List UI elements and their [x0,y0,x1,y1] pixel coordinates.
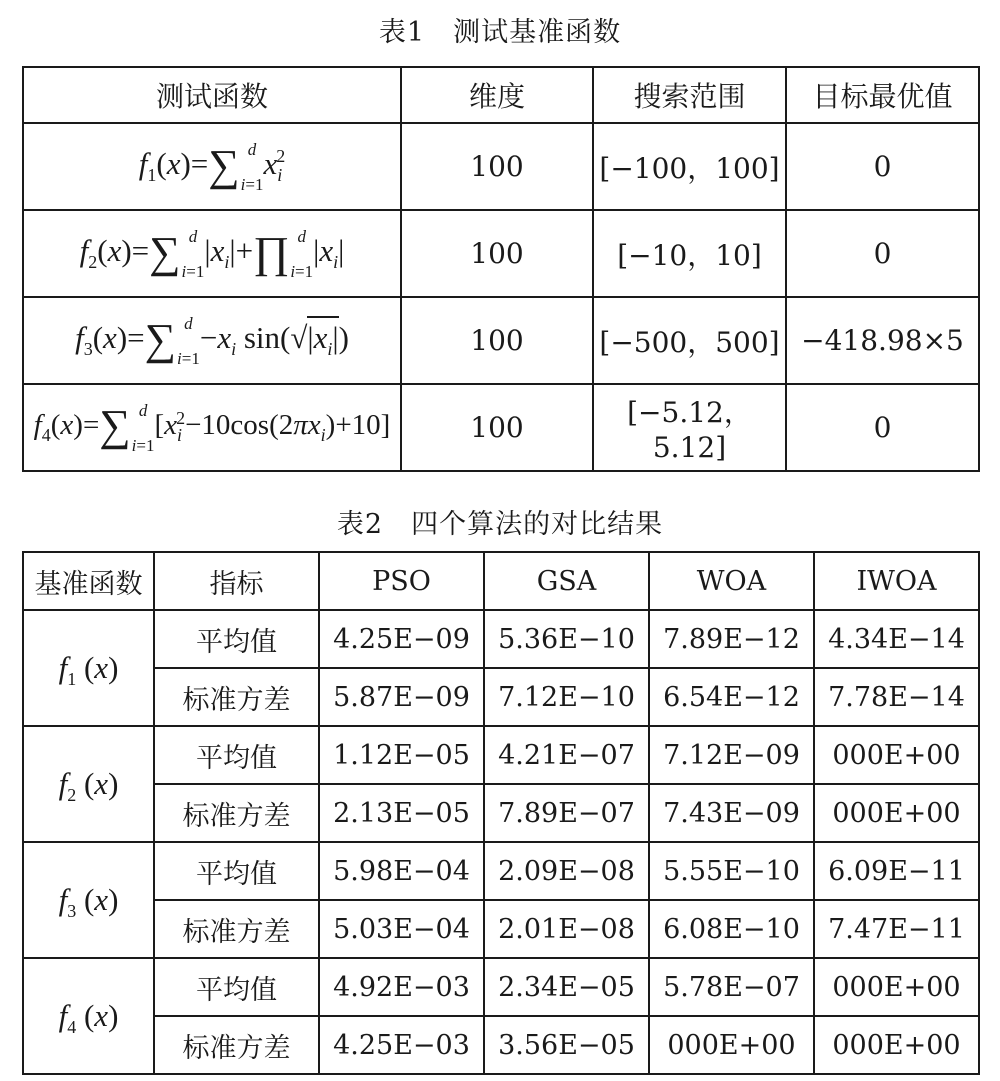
header-target-optimum: 目标最优值 [786,67,979,123]
table1-caption: 表1 测试基准函数 [378,17,622,48]
value-cell: 4.92E−03 [319,958,484,1016]
formula-f1: $f_1(x)=\sum$ d i=1 $x_i^2$ [23,123,401,210]
table-row [23,784,979,842]
header-iwoa: IWOA [814,552,979,610]
range-cell: [−100，100] [593,123,786,210]
value-cell: 5.55E−10 [649,842,814,900]
table-row [23,297,979,384]
optimum-cell: 0 [786,210,979,297]
optimum-cell: 0 [786,123,979,210]
value-cell: 000E+00 [814,784,979,842]
value-cell: 5.87E−09 [319,668,484,726]
optimum-cell: −418.98×5 [786,297,979,384]
table-row [23,1016,979,1074]
metric-cell: 平均值 [154,610,319,668]
metric-cell: 平均值 [154,842,319,900]
value-cell: 7.47E−11 [814,900,979,958]
header-dimension: 维度 [401,67,593,123]
metric-cell: 标准方差 [154,784,319,842]
benchmark-functions-table [22,66,980,472]
optimum-cell: 0 [786,384,979,471]
value-cell: 5.78E−07 [649,958,814,1016]
header-woa: WOA [649,552,814,610]
function-name-cell: $f_4$ (x) [23,958,154,1074]
value-cell: 7.78E−14 [814,668,979,726]
value-cell: 7.12E−10 [484,668,649,726]
value-cell: 2.01E−08 [484,900,649,958]
header-test-function: 测试函数 [23,67,401,123]
value-cell: 3.56E−05 [484,1016,649,1074]
formula-f2: $f_2(x)=\sum$ d i=1 $|x_i|+\prod$ d i=1 $|x_i|$ [23,210,401,297]
value-cell: 000E+00 [814,726,979,784]
header-gsa: GSA [484,552,649,610]
function-name-cell: $f_1$ (x) [23,610,154,726]
value-cell: 2.09E−08 [484,842,649,900]
function-name-cell: $f_2$ (x) [23,726,154,842]
value-cell: 4.25E−09 [319,610,484,668]
value-cell: 6.08E−10 [649,900,814,958]
metric-cell: 标准方差 [154,900,319,958]
formula-f3: $f_3(x)=\sum$ d i=1 $-x_i$ $\sin(√|x_i|)$ [23,297,401,384]
dimension-cell: 100 [401,210,593,297]
value-cell: 2.13E−05 [319,784,484,842]
value-cell: 7.43E−09 [649,784,814,842]
range-cell: [−500，500] [593,297,786,384]
table1-header-row [23,67,979,123]
table-row [23,726,979,784]
value-cell: 000E+00 [814,1016,979,1074]
header-metric: 指标 [154,552,319,610]
table2-header-row [23,552,979,610]
algorithm-comparison-table [22,551,980,1075]
value-cell: 6.09E−11 [814,842,979,900]
value-cell: 5.03E−04 [319,900,484,958]
value-cell: 5.98E−04 [319,842,484,900]
table-row [23,900,979,958]
value-cell: 1.12E−05 [319,726,484,784]
value-cell: 2.34E−05 [484,958,649,1016]
value-cell: 7.12E−09 [649,726,814,784]
table-row [23,384,979,471]
value-cell: 4.21E−07 [484,726,649,784]
value-cell: 7.89E−12 [649,610,814,668]
table-row [23,668,979,726]
dimension-cell: 100 [401,384,593,471]
dimension-cell: 100 [401,297,593,384]
metric-cell: 标准方差 [154,1016,319,1074]
function-name-cell: $f_3$ (x) [23,842,154,958]
metric-cell: 平均值 [154,726,319,784]
table-row [23,210,979,297]
header-search-range: 搜索范围 [593,67,786,123]
metric-cell: 标准方差 [154,668,319,726]
value-cell: 4.34E−14 [814,610,979,668]
value-cell: 000E+00 [649,1016,814,1074]
metric-cell: 平均值 [154,958,319,1016]
table-row [23,842,979,900]
table2-caption: 表2 四个算法的对比结果 [336,509,664,540]
header-pso: PSO [319,552,484,610]
value-cell: 4.25E−03 [319,1016,484,1074]
dimension-cell: 100 [401,123,593,210]
formula-f4: $f_4(x)=\sum$ d i=1 $[x_i^2-10\cos(2\pi x_i)+10]$ [23,384,401,471]
table-row [23,958,979,1016]
table-row [23,610,979,668]
value-cell: 6.54E−12 [649,668,814,726]
value-cell: 000E+00 [814,958,979,1016]
value-cell: 7.89E−07 [484,784,649,842]
value-cell: 5.36E−10 [484,610,649,668]
range-cell: [−5.12，5.12] [593,384,786,471]
range-cell: [−10，10] [593,210,786,297]
table-row [23,123,979,210]
header-benchmark-function: 基准函数 [23,552,154,610]
